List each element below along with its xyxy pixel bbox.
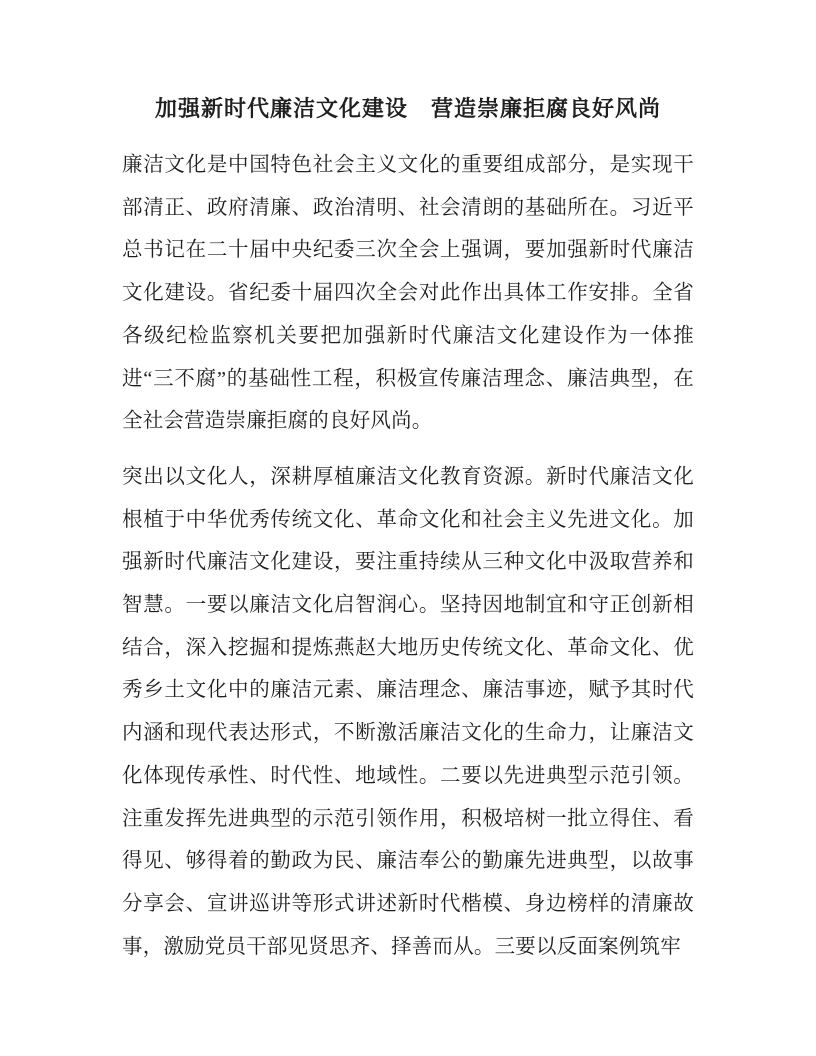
paragraph-intro: 廉洁文化是中国特色社会主义文化的重要组成部分，是实现干部清正、政府清廉、政治清明、社会清朗的基础所在。习近平总书记在二十届中央纪委三次全会上强调，要加强新时代廉洁文化建设。省纪委十届四次全会对此作出具体工作安排。全省各级纪检监察机关要把加强新时代廉洁文化建设作为一体推进“三不腐”的基础性工程，积极宣传廉洁理念、廉洁典型，在全社会营造崇廉拒腐的良好风尚。 bbox=[122, 154, 694, 433]
paragraph-body: 突出以文化人，深耕厚植廉洁文化教育资源。新时代廉洁文化根植于中华优秀传统文化、革命文化和社会主义先进文化。加强新时代廉洁文化建设，要注重持续从三种文化中汲取营养和智慧。一要以廉洁文化启智润心。坚持因地制宜和守正创新相结合，深入挖掘和提炼燕赵大地历史传统文化、革命文化、优秀乡土文化中的廉洁元素、廉洁理念、廉洁事迹，赋予其时代内涵和现代表达形式，不断激活廉洁文化的生命力，让廉洁文化体现传承性、时代性、地域性。二要以先进典型示范引领。注重发挥先进典型的示范引领作用，积极培树一批立得住、看得见、够得着的勤政为民、廉洁奉公的勤廉先进典型，以故事分享会、宣讲巡讲等形式讲述新时代楷模、身边榜样的清廉故事，激励党员干部见贤思齐、择善而从。三要以反面案例筑牢 bbox=[122, 465, 694, 958]
document-title: 加强新时代廉洁文化建设 营造崇廉拒腐良好风尚 bbox=[154, 96, 661, 121]
